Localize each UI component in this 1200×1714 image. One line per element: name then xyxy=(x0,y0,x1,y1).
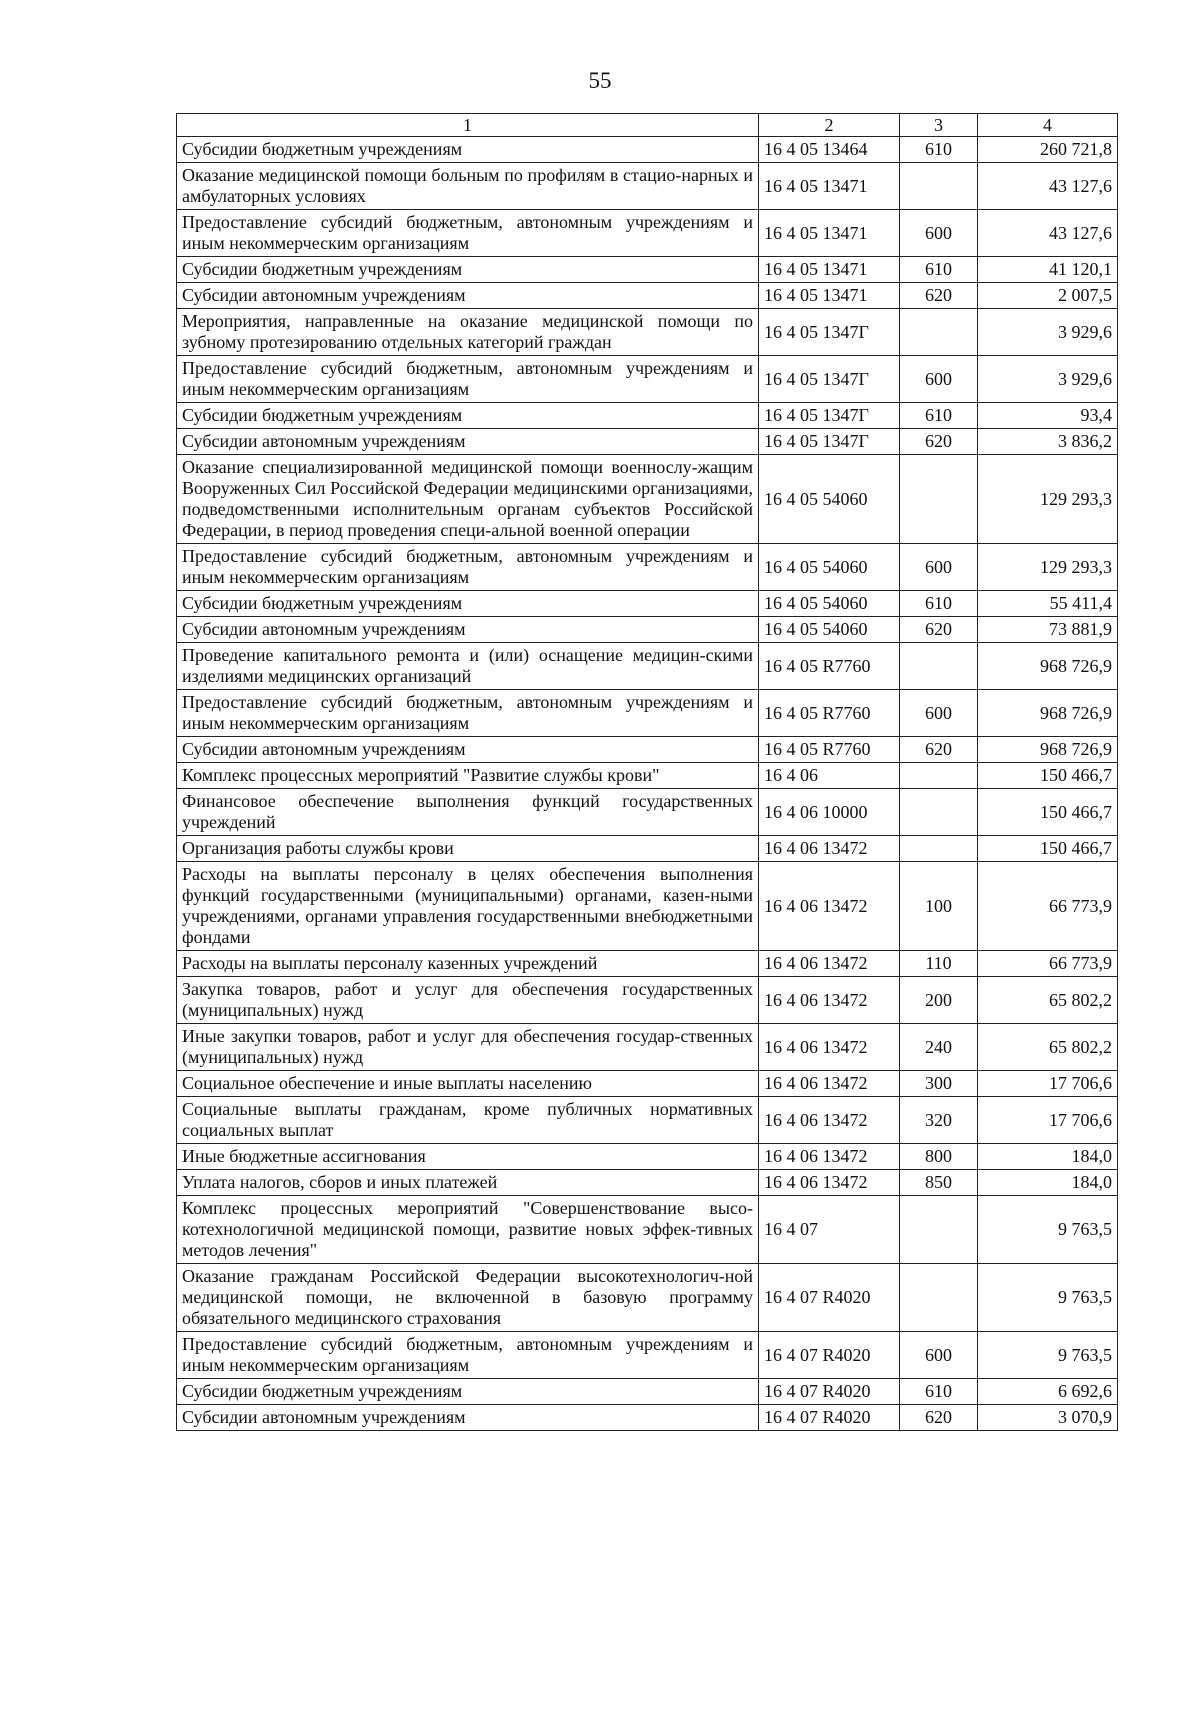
table-row xyxy=(177,1379,1118,1405)
table-row xyxy=(177,836,1118,862)
budget-table xyxy=(176,113,1118,1431)
row-type xyxy=(900,643,978,690)
row-amount: 129 293,3 xyxy=(978,544,1118,591)
row-amount: 9 763,5 xyxy=(978,1332,1118,1379)
row-type: 600 xyxy=(900,690,978,737)
row-amount: 55 411,4 xyxy=(978,591,1118,617)
row-amount: 968 726,9 xyxy=(978,737,1118,763)
row-type xyxy=(900,763,978,789)
row-amount: 43 127,6 xyxy=(978,210,1118,257)
row-amount: 65 802,2 xyxy=(978,1024,1118,1071)
row-name: Субсидии бюджетным учреждениям xyxy=(177,591,759,617)
header-row xyxy=(177,114,1118,137)
row-name: Уплата налогов, сборов и иных платежей xyxy=(177,1170,759,1196)
row-amount: 3 929,6 xyxy=(978,309,1118,356)
row-name: Комплекс процессных мероприятий "Развитие службы крови" xyxy=(177,763,759,789)
table-row xyxy=(177,690,1118,737)
row-code: 16 4 05 1347Г xyxy=(759,309,900,356)
row-code: 16 4 05 R7760 xyxy=(759,690,900,737)
row-code: 16 4 07 R4020 xyxy=(759,1379,900,1405)
row-name: Социальные выплаты гражданам, кроме публичных нормативных социальных выплат xyxy=(177,1097,759,1144)
row-code: 16 4 06 10000 xyxy=(759,789,900,836)
row-name: Предоставление субсидий бюджетным, автономным учреждениям и иным некоммерческим организациям xyxy=(177,1332,759,1379)
row-code: 16 4 06 13472 xyxy=(759,1144,900,1170)
row-name: Предоставление субсидий бюджетным, автономным учреждениям и иным некоммерческим организациям xyxy=(177,210,759,257)
row-amount: 93,4 xyxy=(978,403,1118,429)
row-code: 16 4 06 13472 xyxy=(759,1024,900,1071)
row-code: 16 4 06 13472 xyxy=(759,836,900,862)
table-row xyxy=(177,455,1118,544)
row-name: Субсидии автономным учреждениям xyxy=(177,283,759,309)
table-row xyxy=(177,403,1118,429)
row-code: 16 4 05 13471 xyxy=(759,210,900,257)
row-name: Субсидии бюджетным учреждениям xyxy=(177,403,759,429)
row-name: Субсидии автономным учреждениям xyxy=(177,1405,759,1431)
table-row xyxy=(177,309,1118,356)
row-name: Оказание медицинской помощи больным по профилям в стацио-нарных и амбулаторных условиях xyxy=(177,163,759,210)
row-amount: 184,0 xyxy=(978,1144,1118,1170)
row-name: Расходы на выплаты персоналу казенных учреждений xyxy=(177,951,759,977)
row-code: 16 4 05 R7760 xyxy=(759,643,900,690)
row-type: 110 xyxy=(900,951,978,977)
row-type: 610 xyxy=(900,137,978,163)
row-code: 16 4 05 1347Г xyxy=(759,356,900,403)
row-type: 600 xyxy=(900,210,978,257)
row-name: Иные закупки товаров, работ и услуг для обеспечения государ-ственных (муниципальных) нужд xyxy=(177,1024,759,1071)
table-row xyxy=(177,643,1118,690)
table-row xyxy=(177,1097,1118,1144)
header-col-2: 2 xyxy=(759,114,900,137)
row-amount: 184,0 xyxy=(978,1170,1118,1196)
row-type xyxy=(900,789,978,836)
table-row xyxy=(177,1264,1118,1332)
row-amount: 73 881,9 xyxy=(978,617,1118,643)
table-row xyxy=(177,862,1118,951)
row-type: 200 xyxy=(900,977,978,1024)
row-type: 610 xyxy=(900,591,978,617)
row-amount: 65 802,2 xyxy=(978,977,1118,1024)
row-code: 16 4 06 13472 xyxy=(759,951,900,977)
row-name: Субсидии автономным учреждениям xyxy=(177,737,759,763)
header-col-1: 1 xyxy=(177,114,759,137)
row-code: 16 4 07 R4020 xyxy=(759,1405,900,1431)
row-amount: 150 466,7 xyxy=(978,836,1118,862)
table-row xyxy=(177,1144,1118,1170)
table-row xyxy=(177,951,1118,977)
row-type xyxy=(900,309,978,356)
row-type: 610 xyxy=(900,1379,978,1405)
table-row xyxy=(177,544,1118,591)
row-name: Комплекс процессных мероприятий "Совершенствование высо-котехнологичной медицинской помощи, развитие новых эффек-тивных методов лечения" xyxy=(177,1196,759,1264)
row-code: 16 4 05 R7760 xyxy=(759,737,900,763)
row-amount: 43 127,6 xyxy=(978,163,1118,210)
row-code: 16 4 05 54060 xyxy=(759,591,900,617)
row-amount: 3 836,2 xyxy=(978,429,1118,455)
row-code: 16 4 06 13472 xyxy=(759,977,900,1024)
row-name: Субсидии автономным учреждениям xyxy=(177,617,759,643)
row-type: 610 xyxy=(900,403,978,429)
row-type: 800 xyxy=(900,1144,978,1170)
table-row xyxy=(177,283,1118,309)
table-row xyxy=(177,257,1118,283)
row-amount: 260 721,8 xyxy=(978,137,1118,163)
table-row xyxy=(177,789,1118,836)
row-type xyxy=(900,163,978,210)
page-number: 55 xyxy=(588,68,612,93)
row-type: 620 xyxy=(900,1405,978,1431)
row-code: 16 4 06 xyxy=(759,763,900,789)
row-amount: 6 692,6 xyxy=(978,1379,1118,1405)
row-code: 16 4 07 R4020 xyxy=(759,1332,900,1379)
row-amount: 150 466,7 xyxy=(978,763,1118,789)
row-name: Мероприятия, направленные на оказание медицинской помощи по зубному протезированию отдельных категорий граждан xyxy=(177,309,759,356)
row-type: 620 xyxy=(900,283,978,309)
row-type xyxy=(900,455,978,544)
row-code: 16 4 07 xyxy=(759,1196,900,1264)
row-amount: 17 706,6 xyxy=(978,1097,1118,1144)
row-name: Организация работы службы крови xyxy=(177,836,759,862)
table-row xyxy=(177,137,1118,163)
row-type: 600 xyxy=(900,1332,978,1379)
header-col-4: 4 xyxy=(978,114,1118,137)
row-type: 610 xyxy=(900,257,978,283)
row-type: 600 xyxy=(900,356,978,403)
row-type: 600 xyxy=(900,544,978,591)
row-name: Субсидии бюджетным учреждениям xyxy=(177,1379,759,1405)
row-code: 16 4 05 54060 xyxy=(759,455,900,544)
row-name: Оказание специализированной медицинской помощи военнослу-жащим Вооруженных Сил Российской Федерации медицинскими организациями, подведомственными исполнительным органам субъектов Российской Федерации, в период проведения специ-альной военной операции xyxy=(177,455,759,544)
row-amount: 150 466,7 xyxy=(978,789,1118,836)
row-type: 300 xyxy=(900,1071,978,1097)
table-row xyxy=(177,210,1118,257)
row-amount: 9 763,5 xyxy=(978,1196,1118,1264)
table-row xyxy=(177,763,1118,789)
row-code: 16 4 06 13472 xyxy=(759,1170,900,1196)
row-name: Иные бюджетные ассигнования xyxy=(177,1144,759,1170)
row-code: 16 4 06 13472 xyxy=(759,862,900,951)
row-code: 16 4 07 R4020 xyxy=(759,1264,900,1332)
row-type: 850 xyxy=(900,1170,978,1196)
row-code: 16 4 06 13472 xyxy=(759,1097,900,1144)
table-row xyxy=(177,163,1118,210)
table-row xyxy=(177,617,1118,643)
row-code: 16 4 05 54060 xyxy=(759,617,900,643)
table-row xyxy=(177,1196,1118,1264)
row-code: 16 4 05 54060 xyxy=(759,544,900,591)
row-amount: 66 773,9 xyxy=(978,951,1118,977)
row-type: 620 xyxy=(900,737,978,763)
table-row xyxy=(177,977,1118,1024)
row-code: 16 4 05 13464 xyxy=(759,137,900,163)
row-type xyxy=(900,1196,978,1264)
table-row xyxy=(177,1405,1118,1431)
row-type: 620 xyxy=(900,617,978,643)
row-name: Предоставление субсидий бюджетным, автономным учреждениям и иным некоммерческим организациям xyxy=(177,544,759,591)
row-code: 16 4 05 1347Г xyxy=(759,403,900,429)
row-code: 16 4 05 13471 xyxy=(759,283,900,309)
row-amount: 968 726,9 xyxy=(978,690,1118,737)
row-code: 16 4 05 1347Г xyxy=(759,429,900,455)
row-name: Предоставление субсидий бюджетным, автономным учреждениям и иным некоммерческим организациям xyxy=(177,690,759,737)
row-amount: 3 929,6 xyxy=(978,356,1118,403)
table-row xyxy=(177,1170,1118,1196)
row-amount: 66 773,9 xyxy=(978,862,1118,951)
row-amount: 129 293,3 xyxy=(978,455,1118,544)
row-name: Финансовое обеспечение выполнения функций государственных учреждений xyxy=(177,789,759,836)
header-col-3: 3 xyxy=(900,114,978,137)
table-row xyxy=(177,1071,1118,1097)
row-amount: 2 007,5 xyxy=(978,283,1118,309)
row-amount: 968 726,9 xyxy=(978,643,1118,690)
row-name: Социальное обеспечение и иные выплаты населению xyxy=(177,1071,759,1097)
row-name: Проведение капитального ремонта и (или) оснащение медицин-скими изделиями медицинских организаций xyxy=(177,643,759,690)
row-type xyxy=(900,836,978,862)
row-code: 16 4 05 13471 xyxy=(759,163,900,210)
row-type xyxy=(900,1264,978,1332)
row-name: Оказание гражданам Российской Федерации высокотехнологич-ной медицинской помощи, не включенной в базовую программу обязательного медицинского страхования xyxy=(177,1264,759,1332)
row-type: 240 xyxy=(900,1024,978,1071)
table-body xyxy=(177,137,1118,1431)
row-name: Предоставление субсидий бюджетным, автономным учреждениям и иным некоммерческим организациям xyxy=(177,356,759,403)
table-row xyxy=(177,1024,1118,1071)
row-amount: 17 706,6 xyxy=(978,1071,1118,1097)
row-amount: 9 763,5 xyxy=(978,1264,1118,1332)
row-type: 100 xyxy=(900,862,978,951)
row-amount: 41 120,1 xyxy=(978,257,1118,283)
row-name: Субсидии бюджетным учреждениям xyxy=(177,137,759,163)
row-name: Субсидии автономным учреждениям xyxy=(177,429,759,455)
row-code: 16 4 06 13472 xyxy=(759,1071,900,1097)
row-name: Субсидии бюджетным учреждениям xyxy=(177,257,759,283)
table-row xyxy=(177,591,1118,617)
table-row xyxy=(177,737,1118,763)
row-name: Расходы на выплаты персоналу в целях обеспечения выполнения функций государственными (муниципальными) органами, казен-ными учреждениями, органами управления государственными внебюджетными фондами xyxy=(177,862,759,951)
table-row xyxy=(177,356,1118,403)
row-amount: 3 070,9 xyxy=(978,1405,1118,1431)
table-row xyxy=(177,1332,1118,1379)
row-code: 16 4 05 13471 xyxy=(759,257,900,283)
table-row xyxy=(177,429,1118,455)
row-name: Закупка товаров, работ и услуг для обеспечения государственных (муниципальных) нужд xyxy=(177,977,759,1024)
row-type: 620 xyxy=(900,429,978,455)
row-type: 320 xyxy=(900,1097,978,1144)
